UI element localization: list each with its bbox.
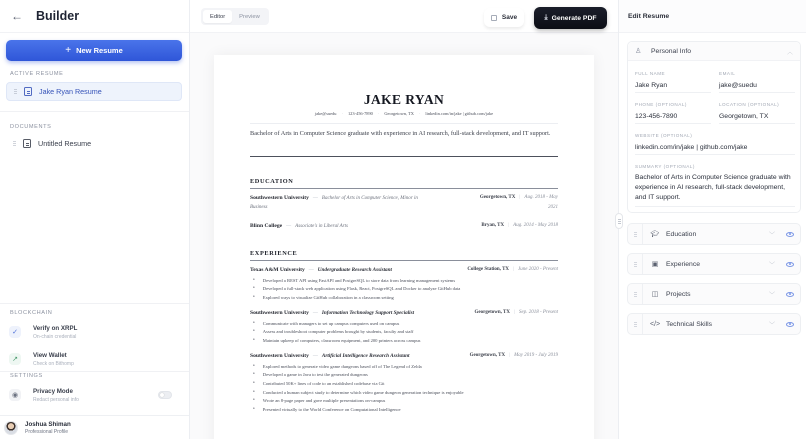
divider [250,260,558,261]
bullet: • Developed a full-stack web application using Flask, React, PostgreSQL and Docker to analyze GitHub data [250,285,558,294]
contact-phone: 123-456-7890 [347,111,373,116]
chevron-up-icon[interactable]: ︿ [786,49,793,56]
view-wallet-subtitle: Check on Bithomp [33,360,74,367]
experience-heading: EXPERIENCE [250,250,298,257]
editor-title: Edit Resume [619,0,806,33]
divider [0,111,189,112]
personal-info-title: Personal Info [651,47,692,55]
resume-contact: jake@suedu · 123-456-7890 · Georgetown, TX · linkedin.com/in/jake | github.com/jake [314,111,494,116]
dates: Sep. 2018 - Present [519,310,558,315]
graduation-cap-icon: 🎓︎ [650,231,660,238]
bullet: • Contributed 50K+ lines of code to an established codebase via Git [250,379,558,388]
privacy-mode-subtitle: Redact personal info [33,396,79,403]
preview-area [190,0,618,439]
privacy-mode-title: Privacy Mode [33,387,73,395]
profile-subtitle: Professional Profile [25,428,69,435]
phone-field[interactable]: 123-456-7890 [635,113,711,124]
section-title: Experience [666,260,701,268]
summary-field[interactable]: Bachelor of Arts in Computer Science graduate with experience in AI research, full-stack development, and IT support. [635,173,795,207]
full-name-field[interactable]: Jake Ryan [635,82,711,93]
section-title: Technical Skills [666,320,713,328]
role: Undergraduate Research Assistant [317,267,392,273]
role: Information Technology Support Specialist [321,310,415,316]
location: Georgetown, TX [469,353,506,358]
drag-grip-icon[interactable] [628,254,643,274]
eye-icon[interactable] [786,232,794,237]
download-icon: ⤓ [544,14,548,21]
eye-icon: ◉ [9,389,21,401]
dates: June 2020 - Present [518,267,558,272]
document-item[interactable] [6,134,182,153]
resume-summary: Bachelor of Arts in Computer Science graduate with experience in AI research, full-stack development, and IT support. [250,130,551,137]
location: Georgetown, TX [474,310,510,315]
tab-editor[interactable]: Editor [203,10,232,23]
save-button[interactable] [484,8,524,27]
divider [0,303,189,304]
resume-name: JAKE RYAN [363,92,445,107]
drag-grip-icon[interactable] [12,89,18,94]
experience-entry: Texas A&M University — Undergraduate Research Assistant College Station, TX | June 2020 - Present [250,267,558,273]
full-name-label: FULL NAME [635,71,666,76]
chevron-down-icon[interactable]: ﹀ [768,292,775,299]
degree: Associate's in Liberal Arts [295,224,348,229]
section-technical-skills[interactable] [627,313,801,335]
bullet: • Maintain upkeep of computers, classroom equipment, and 200 printers across campus [250,336,558,345]
website-field[interactable]: linkedin.com/in/jake | github.com/jake [635,144,795,155]
profile-name: Joshua Shiman [25,420,71,428]
education-entry-cont [250,204,558,212]
user-profile[interactable] [0,415,189,439]
view-tabs [201,8,269,25]
degree-cont: Business [250,205,268,210]
drag-grip-icon[interactable] [11,141,17,146]
divider [250,156,558,157]
active-resume-label: ACTIVE RESUME [10,71,64,77]
folder-icon: ◫ [651,291,659,298]
divider [250,188,558,189]
save-icon [491,15,497,21]
document-icon [23,139,31,148]
dates: Aug. 2014 - May 2018 [513,223,558,228]
contact-email: jake@suedu [314,111,337,116]
email-label: EMAIL [719,71,736,76]
view-wallet-title: View Wallet [33,351,67,359]
active-resume-title: Jake Ryan Resume [39,87,102,96]
documents-label: DOCUMENTS [10,124,52,130]
experience-entry: Southwestern University — Information Technology Support Specialist Georgetown, TX | Sep. 2018 - Present [250,310,558,316]
location-label: LOCATION (OPTIONAL) [719,102,780,107]
bullet: • Explored methods to generate video game dungeons based off of The Legend of Zelda [250,362,558,371]
org-name: Texas A&M University [250,267,305,273]
privacy-mode-row [6,381,182,409]
verify-xrpl-subtitle: On-chain credential [33,333,77,340]
bullet: • Developed a game in Java to test the generated dungeons [250,371,558,380]
back-arrow-icon[interactable]: ← [11,9,23,23]
eye-icon[interactable] [786,292,794,297]
school-name: Southwestern University [250,195,309,201]
personal-info-card [627,41,801,213]
generate-pdf-label: Generate PDF [551,14,597,22]
location: College Station, TX [467,267,510,272]
section-projects[interactable] [627,283,801,305]
dates: Aug. 2018 - May [524,195,558,200]
code-icon: </> [650,320,661,328]
bullet: • Developed a REST API using FastAPI and PostgreSQL to store data from learning management systems [250,276,558,285]
verify-xrpl-button[interactable] [6,318,182,346]
left-sidebar [0,0,190,439]
summary-label: SUMMARY (OPTIONAL) [635,164,695,169]
document-icon [24,87,32,96]
avatar [4,421,18,435]
experience-entry: Southwestern University — Artificial Intelligence Research Assistant Georgetown, TX | May 2019 - July 2019 [250,353,558,359]
document-title: Untitled Resume [38,139,92,148]
tab-preview[interactable]: Preview [239,13,260,20]
bullet-list [250,319,558,345]
org-name: Southwestern University [250,353,309,359]
drag-grip-icon[interactable] [628,224,643,244]
divider [250,123,558,124]
verify-xrpl-title: Verify on XRPL [33,324,78,332]
contact-location: Georgetown, TX [384,111,414,116]
external-link-icon: ↗ [9,353,21,365]
generate-pdf-button[interactable] [534,7,607,29]
sidebar-title: Builder [36,9,80,23]
school-name: Blinn College [250,223,283,229]
blockchain-label: BLOCKCHAIN [10,310,53,316]
drag-grip-icon[interactable] [628,284,643,304]
divider [0,371,189,372]
plus-icon: + [65,44,72,56]
user-icon: ♙ [635,48,642,55]
drag-grip-icon[interactable] [628,314,643,334]
eye-icon[interactable] [786,322,794,327]
location: Bryan, TX [481,223,505,228]
org-name: Southwestern University [250,310,309,316]
location-field[interactable]: Georgetown, TX [719,113,795,124]
bullet: • Presented virtually to the World Conference on Computational Intelligence [250,405,558,414]
email-field[interactable]: jake@suedu [719,82,795,93]
education-heading: EDUCATION [250,178,294,185]
active-resume-item[interactable] [6,82,182,101]
briefcase-icon: ▣ [651,261,659,268]
website-label: WEBSITE (OPTIONAL) [635,133,693,138]
bullet-list [250,276,558,302]
bullet: • Explored ways to visualize GitHub collaboration in a classroom setting [250,293,558,302]
new-resume-label: New Resume [76,46,123,55]
sidebar-header [0,0,189,33]
personal-info-header[interactable] [628,42,800,61]
section-title: Education [666,230,697,238]
privacy-mode-toggle[interactable] [158,391,172,399]
editor-panel [618,0,806,439]
settings-label: SETTINGS [10,373,43,379]
chevron-down-icon[interactable]: ﹀ [768,232,775,239]
degree: Bachelor of Arts in Computer Science, Minor in [321,196,418,201]
bullet: • Conducted a human subject study to determine which video game dungeon generation technique is enjoyable [250,388,558,397]
section-experience[interactable] [627,253,801,275]
bullet: • Assess and troubleshoot computer problems brought by students, faculty and staff [250,328,558,337]
location: Georgetown, TX [479,195,516,200]
view-wallet-button[interactable] [6,345,182,373]
section-education[interactable] [627,223,801,245]
bullet-list [250,362,558,414]
save-label: Save [501,14,518,21]
section-title: Projects [666,290,691,298]
resume-page [214,55,594,439]
check-circle-icon: ✓ [9,326,21,338]
education-entry: Blinn College — Associate's in Liberal Arts Bryan, TX | Aug. 2014 - May 2018 [250,223,558,229]
contact-links: linkedin.com/in/jake | github.com/jake [425,111,494,116]
bullet: • Wrote an 8-page paper and gave multiple presentations on-campus [250,396,558,405]
bullet: • Communicate with managers to set up campus computers used on campus [250,319,558,328]
toolbar [190,0,618,33]
education-entry: Southwestern University — Bachelor of Arts in Computer Science, Minor in Georgetown, TX | Aug. 2018 - May [250,195,558,201]
dates: May 2019 - July 2019 [514,353,558,358]
new-resume-button[interactable] [6,40,182,61]
role: Artificial Intelligence Research Assistant [321,353,410,359]
chevron-down-icon[interactable]: ﹀ [768,322,775,329]
dates-cont: 2021 [548,205,558,210]
phone-label: PHONE (OPTIONAL) [635,102,687,107]
panel-resize-handle[interactable] [615,213,623,229]
eye-icon[interactable] [786,262,794,267]
chevron-down-icon[interactable]: ﹀ [768,262,775,269]
